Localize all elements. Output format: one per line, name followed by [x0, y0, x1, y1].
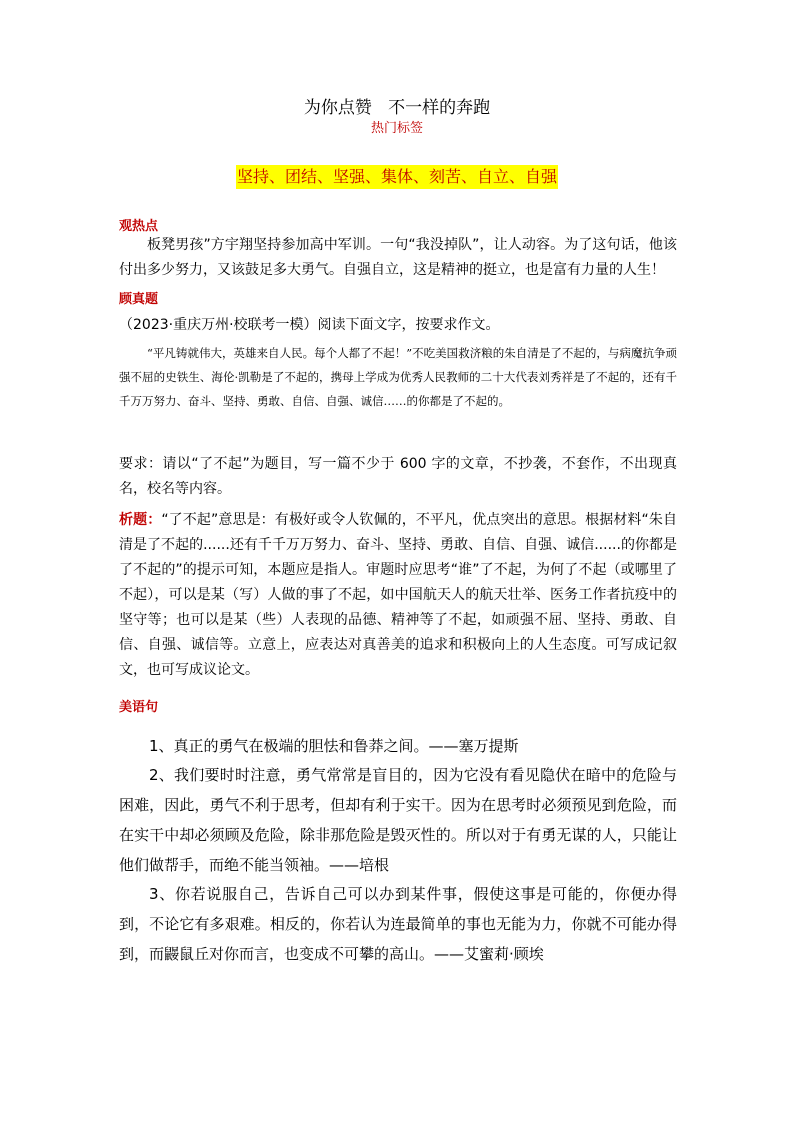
page-title: 为你点赞 不一样的奔跑 [303, 98, 491, 118]
exam-requirement: 要求：请以“了不起”为题目，写一篇不少于 600 字的文章，不抄袭，不套作，不出现真名，校名等内容。 [119, 456, 677, 497]
analysis-label: 析题： [119, 512, 162, 528]
quotes-heading: 美语句 [119, 700, 159, 715]
analysis-paragraph [119, 508, 677, 683]
quote-item: 2、我们要时时注意，勇气常常是盲目的，因为它没有看见隐伏在暗中的危险与困难，因此，勇气不利于思考，但却有利于实干。因为在思考时必须预见到危险，而在实干中却必须顾及危险，除非那危险是毁灭性的。所以对于有勇无谋的人，只能让他们做帮手，而绝不能当领袖。——培根 [119, 766, 677, 874]
hotspot-heading: 观热点 [119, 219, 159, 234]
quote-item: 3、你若说服自己，告诉自己可以办到某件事，假使这事是可能的，你便办得到，不论它有多艰难。相反的，你若认为连最简单的事也无能为力，你就不可能办得到，而鼹鼠丘对你而言，也变成不可攀的高山。——艾蜜莉·顾埃 [119, 885, 677, 963]
exam-material: “平凡铸就伟大，英雄来自人民。每个人都了不起！”不吃美国救济粮的朱自清是了不起的，与病魔抗争顽强不屈的史铁生、海伦·凯勒是了不起的，携母上学成为优秀人民教师的二十大代表刘秀祥是了不起的，还有千千万万努力、奋斗、坚持、勇敢、自信、自强、诚信……的你都是了不起的。 [119, 346, 677, 408]
tags-text: 坚持、团结、坚强、集体、刻苦、自立、自强 [236, 165, 558, 189]
tag-heading: 热门标签 [370, 121, 423, 136]
hotspot-text: 板凳男孩”方宇翔坚持参加高中军训。一句“我没掉队”，让人动容。为了这句话，他该付出多少努力，又该鼓足多大勇气。自强自立，这是精神的挺立，也是富有力量的人生！ [119, 237, 677, 278]
tags-banner [0, 165, 794, 189]
analysis-text: “了不起”意思是：有极好或令人钦佩的，不平凡，优点突出的意思。根据材料“朱自清是了不起的......还有千千万万努力、奋斗、坚持、勇敢、自信、自强、诚信......的你都是了不起的”的提示可知，本题应是指人。审题时应思考“谁”了不起，为何了不起（或哪里了不起），可以是某（写）人做的事了不起，如中国航天人的航天壮举、医务工作者抗疫中的坚守等；也可以是某（些）人表现的品德、精神等了不起，如顽强不屈、坚持、勇敢、自信、自强、诚信等。立意上，应表达对真善美的追求和积极向上的人生态度。可写成记叙文，也可写成议论文。 [119, 512, 678, 678]
exam-heading: 顾真题 [119, 292, 159, 307]
quote-item: 1、真正的勇气在极端的胆怯和鲁莽之间。——塞万提斯 [149, 737, 519, 755]
exam-source: （2023·重庆万州·校联考一模）阅读下面文字，按要求作文。 [119, 317, 500, 333]
